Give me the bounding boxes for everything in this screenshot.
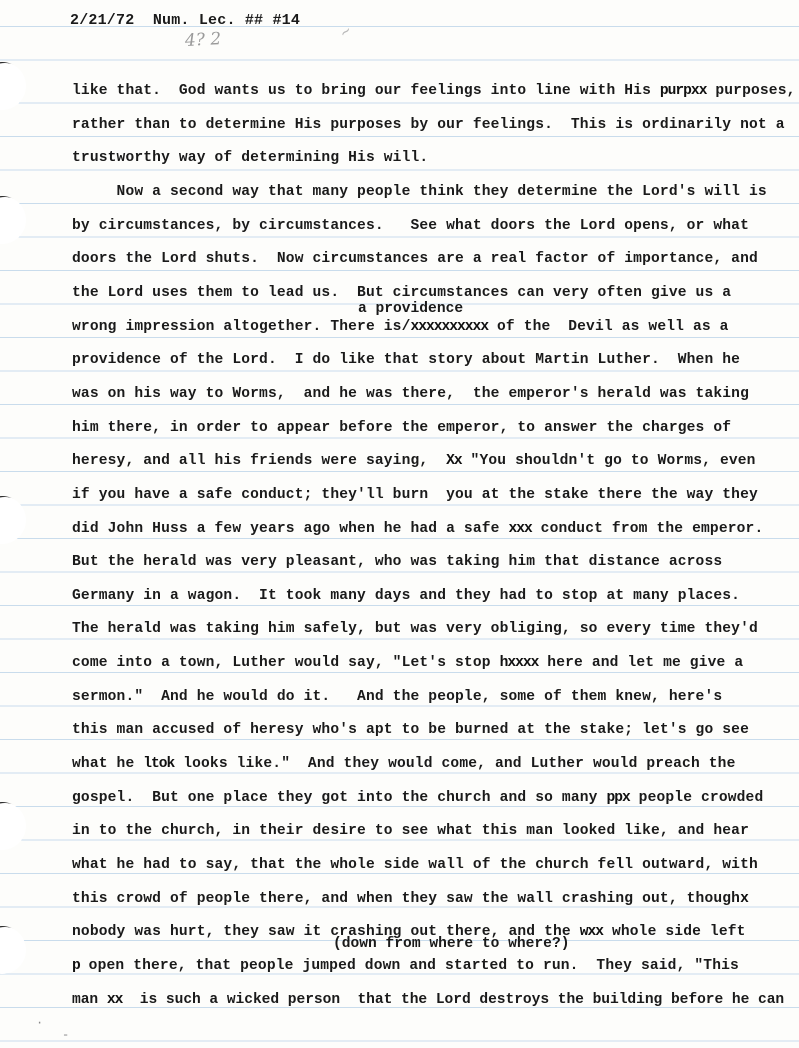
text-run: purposes, xyxy=(706,83,796,99)
text-run: this man accused of heresy who's apt to be burned at the stake; let's go see xyxy=(72,722,749,739)
inserted-question: (down from where to where?) xyxy=(333,936,570,952)
stray-mark: - xyxy=(62,1028,70,1042)
text-run: heresy, and all his friends were saying, xyxy=(72,453,447,470)
text-run: gospel. But one place they got into the church and so many xyxy=(72,789,607,806)
text-run: come into a town, Luther would say, "Let's stop xyxy=(72,655,500,671)
text-line xyxy=(72,150,428,166)
text-line xyxy=(72,352,740,368)
text-run: by circumstances, by circumstances. See what doors the Lord opens, or what xyxy=(72,217,749,234)
struck-out-text: xxxxxxxxxx xyxy=(410,318,489,335)
header-title: Num. Lec. xyxy=(152,12,236,29)
text-run: if you have a safe conduct; they'll burn you at the stake there the way they xyxy=(72,486,758,503)
text-run: him there, in order to appear before the emperor, to answer the charges of xyxy=(72,419,732,436)
text-line xyxy=(72,453,756,469)
text-line xyxy=(72,319,729,335)
binder-hole xyxy=(0,62,26,110)
text-line xyxy=(72,689,722,705)
text-line xyxy=(72,857,758,873)
text-run: in to the church, in their desire to see what this man looked like, and hear xyxy=(72,823,749,840)
text-line xyxy=(72,251,758,267)
text-run: trustworthy way of determining His will. xyxy=(72,150,429,167)
text-run: "You shouldn't go to Worms, even xyxy=(461,453,756,470)
text-run: providence of the Lord. I do like that story about Martin Luther. When he xyxy=(72,352,741,369)
text-line xyxy=(72,722,749,738)
struck-out-text: Xx xyxy=(446,453,462,470)
stray-mark: · xyxy=(36,1016,44,1030)
page-header xyxy=(70,12,300,29)
header-struck-mark: ## xyxy=(244,12,264,29)
text-run: did John Huss a few years ago when he had a safe xyxy=(72,520,509,537)
text-line xyxy=(72,285,731,301)
inserted-word-providence: a providence xyxy=(358,301,464,317)
text-run: like that. God wants us to bring our feelings into line with His xyxy=(72,83,660,99)
binder-hole xyxy=(0,196,26,244)
text-run: what he had to say, that the whole side wall of the church fell outward, with xyxy=(72,856,758,873)
text-run: looks like." And they would come, and Luther would preach the xyxy=(174,756,736,772)
text-run: open there, that people jumped down and started to run. They said, "This xyxy=(79,957,739,974)
text-run: this crowd of people there, and when they saw the wall crashing out, though xyxy=(72,890,741,907)
text-run: But the herald was very pleasant, who was taking him that distance across xyxy=(72,554,723,571)
text-line xyxy=(72,117,785,133)
struck-out-text: wxx xyxy=(579,924,604,941)
struck-out-text: ppx xyxy=(606,789,630,806)
text-line xyxy=(72,790,763,806)
text-line xyxy=(72,218,749,234)
struck-out-text: ltok xyxy=(143,756,175,772)
text-run: here and let me give a xyxy=(538,655,744,671)
text-run: sermon." And he would do it. And the people, some of them knew, here's xyxy=(72,688,723,705)
text-run: The herald was taking him safely, but was very obliging, so every time they'd xyxy=(72,621,758,638)
text-line xyxy=(72,823,749,839)
struck-out-text: p xyxy=(72,957,80,974)
text-run: people crowded xyxy=(629,789,764,806)
pencil-mark: ~ xyxy=(336,22,356,42)
text-run: conduct from the emperor. xyxy=(531,520,764,537)
text-run: Germany in a wagon. It took many days and they had to stop at many places. xyxy=(72,587,741,604)
text-run: is such a wicked person that the Lord destroys the building before he can xyxy=(122,991,785,1008)
struck-out-text: xx xyxy=(106,991,123,1008)
text-run: rather than to determine His purposes by our feelings. This is ordinarily not a xyxy=(72,116,785,133)
text-line xyxy=(72,992,784,1008)
text-run: wrong impression altogether. There is/ xyxy=(72,318,411,335)
text-line xyxy=(72,386,749,402)
text-line xyxy=(72,621,758,637)
header-date: 2/21/72 xyxy=(70,12,135,29)
text-line xyxy=(72,420,731,436)
text-line xyxy=(72,655,743,671)
text-line xyxy=(72,588,740,604)
struck-out-text: hxxxx xyxy=(499,655,539,671)
text-run: Now a second way that many people think they determine the Lord's will is xyxy=(72,183,767,200)
text-line xyxy=(72,487,758,503)
header-number: #14 xyxy=(272,12,301,29)
struck-out-text: xxx xyxy=(508,520,532,537)
text-line xyxy=(72,958,739,974)
text-run: what he xyxy=(72,756,144,772)
text-run: was on his way to Worms, and he was there, the emperor's herald was taking xyxy=(72,385,749,402)
text-run: the Lord uses them to lead us. But circumstances can very often give us a xyxy=(72,284,732,301)
text-run: nobody was hurt, they saw it crashing out there, and the xyxy=(72,924,580,941)
binder-hole xyxy=(0,802,26,850)
text-run: of the Devil as well as a xyxy=(488,318,729,335)
struck-out-text: purpxx xyxy=(659,83,707,99)
text-line xyxy=(72,83,796,99)
text-run: man xyxy=(72,991,107,1008)
struck-out-text: x xyxy=(740,890,748,907)
text-line xyxy=(72,184,767,200)
text-line xyxy=(72,554,722,570)
binder-hole xyxy=(0,496,26,544)
text-line xyxy=(72,756,735,772)
text-run: whole side left xyxy=(603,924,746,941)
text-line xyxy=(72,521,763,537)
text-run: doors the Lord shuts. Now circumstances are a real factor of importance, and xyxy=(72,251,758,268)
handwritten-note: 4? 2 xyxy=(184,29,222,51)
text-line xyxy=(72,891,748,907)
binder-hole xyxy=(0,926,26,974)
